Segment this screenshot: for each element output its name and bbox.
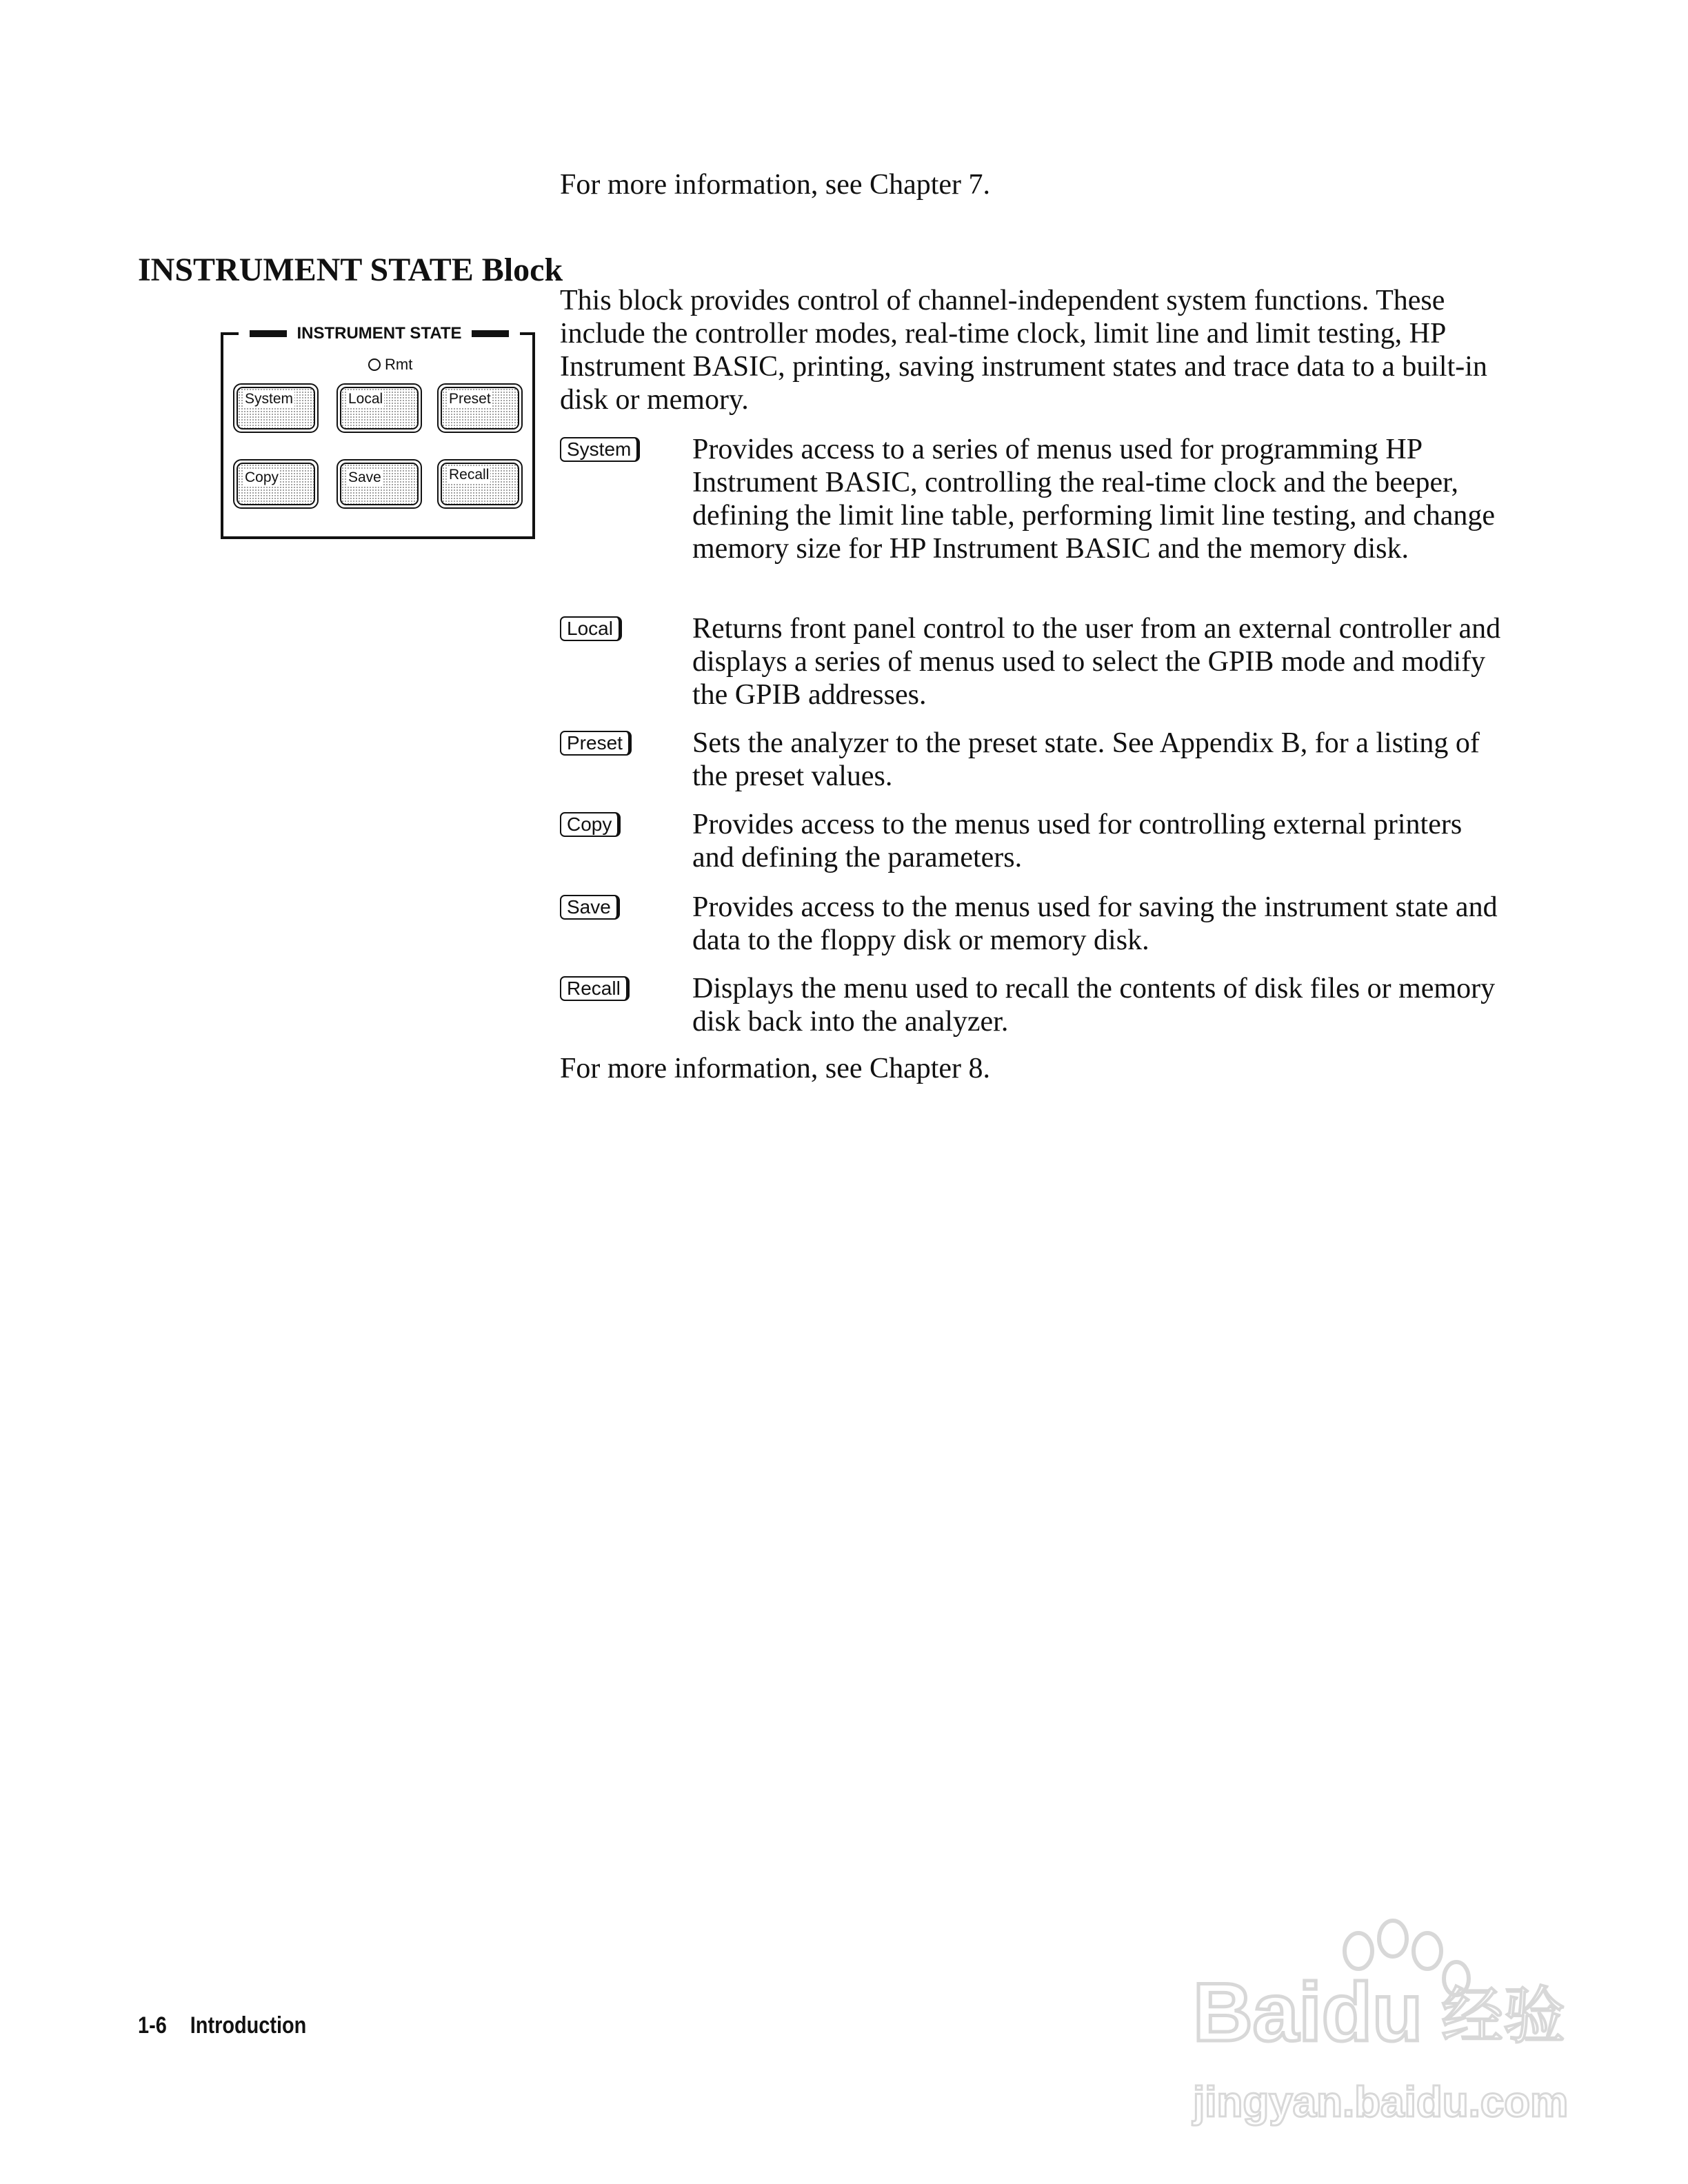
panel-local-button — [336, 383, 422, 433]
rmt-label: Rmt — [385, 356, 413, 373]
footer-section: Introduction — [190, 2012, 307, 2039]
key-cap-system: System — [560, 437, 640, 462]
key-desc-recall: Displays the menu used to recall the contents of disk files or memory disk back into the analyzer. — [692, 973, 1496, 1038]
key-desc-save: Provides access to the menus used for saving the instrument state and data to the floppy disk or memory disk. — [692, 891, 1498, 956]
panel-preset-button — [437, 383, 523, 433]
intro-paragraph-top: For more information, see Chapter 7. — [560, 169, 991, 201]
key-desc-copy: Provides access to the menus used for controlling external printers and defining the parameters. — [692, 809, 1463, 873]
key-desc-preset: Sets the analyzer to the preset state. See Appendix B, for a listing of the preset values. — [692, 727, 1480, 792]
key-cap-preset: Preset — [560, 731, 632, 756]
panel-system-label: System — [245, 391, 294, 407]
panel-save-label: Save — [348, 469, 381, 485]
watermark-brand: Baidu — [1193, 1966, 1423, 2059]
intro-paragraph-bottom: For more information, see Chapter 8. — [560, 1053, 991, 1084]
panel-recall-label: Recall — [449, 467, 490, 483]
panel-title: INSTRUMENT STATE — [297, 324, 462, 343]
watermark-chinese: 经验 — [1441, 1980, 1565, 2052]
page-footer — [138, 2012, 306, 2039]
watermark-url: jingyan.baidu.com — [1193, 2079, 1569, 2126]
key-desc-local: Returns front panel control to the user from an external controller and displays a series of menus used to select the GPIB mode and modify the GPIB addresses. — [692, 613, 1501, 711]
panel-save-button — [336, 459, 422, 509]
panel-title-bar-right — [472, 330, 509, 337]
panel-recall-button — [437, 459, 523, 509]
key-cap-save: Save — [560, 895, 620, 920]
instrument-state-panel-illustration — [221, 324, 535, 539]
panel-preset-label: Preset — [449, 391, 491, 407]
rmt-indicator — [368, 356, 412, 374]
key-cap-recall: Recall — [560, 976, 630, 1001]
panel-system-button — [233, 383, 319, 433]
baidu-paw-logo-icon — [1186, 1910, 1579, 2137]
rmt-led-icon — [368, 358, 381, 371]
panel-copy-button — [233, 459, 319, 509]
section-title: INSTRUMENT STATE Block — [138, 252, 563, 288]
key-cap-local: Local — [560, 616, 622, 641]
page-number: 1-6 — [138, 2012, 167, 2039]
panel-copy-label: Copy — [245, 469, 279, 485]
key-desc-system: Provides access to a series of menus used for programming HP Instrument BASIC, controlling the real-time clock and the beeper, defining the limit line table, performing limit line testing, and change memory size for HP Instrument BASIC and the memory disk. — [692, 434, 1496, 565]
baidu-watermark — [1186, 1910, 1579, 2137]
key-cap-copy: Copy — [560, 812, 621, 837]
panel-title-bar-left — [250, 330, 287, 337]
panel-local-label: Local — [348, 391, 383, 407]
panel-title-group — [239, 321, 520, 346]
block-description: This block provides control of channel-independent system functions. These include the controller modes, real-time clock, limit line and limit testing, HP Instrument BASIC, printing, saving instrument states and trace data to a built-in disk or memory. — [560, 285, 1487, 416]
